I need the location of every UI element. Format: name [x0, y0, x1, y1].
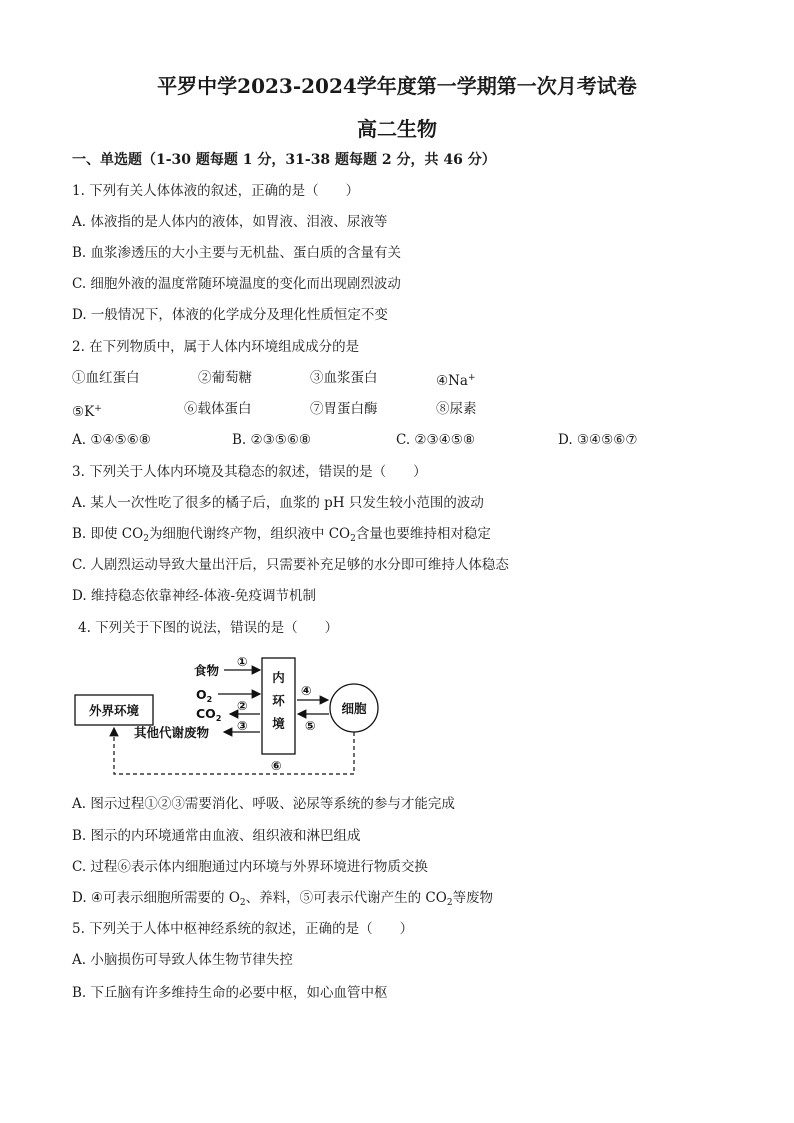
q2-item-5-text: ⑤K [72, 404, 95, 420]
food-label: 食物 [194, 663, 220, 678]
mark-2: ② [237, 698, 248, 713]
mark-5: ⑤ [305, 718, 316, 733]
inner-env-char-3: 境 [272, 716, 285, 731]
exam-subtitle: 高二生物 [357, 117, 437, 141]
q3-b-part2: 为细胞代谢终产物，组织液中 CO [148, 526, 351, 542]
inner-env-char-2: 环 [272, 693, 285, 708]
q3-option-b [72, 524, 491, 549]
q1-option-d: D. 一般情况下，体液的化学成分及理化性质恒定不变 [72, 307, 388, 323]
q2-item-4-charge: + [467, 373, 476, 383]
q2-option-b: B. ②③⑤⑥⑧ [232, 432, 312, 448]
o2-text: O [196, 687, 207, 702]
q2-item-2: ②葡萄糖 [198, 370, 252, 386]
q2-item-7: ⑦胃蛋白酶 [310, 401, 378, 417]
q4-d-part2: 、养料，⑤可表示代谢产生的 CO [245, 890, 447, 906]
mark-3: ③ [237, 718, 248, 733]
co2-label [196, 706, 221, 723]
q4-d-sub2: 2 [446, 898, 453, 908]
q3-b-part3: 含量也要维持相对稳定 [355, 526, 491, 542]
q3-option-d: D. 维持稳态依靠神经-体液-免疫调节机制 [72, 588, 317, 604]
q4-option-b: B. 图示的内环境通常由血液、组织液和淋巴组成 [72, 828, 361, 844]
co2-sub: 2 [215, 714, 222, 723]
q2-item-5 [72, 399, 102, 422]
q5-stem: 5. 下列关于人体中枢神经系统的叙述，正确的是（ ） [72, 921, 414, 937]
waste-label: 其他代谢废物 [134, 725, 210, 740]
exam-title: 平罗中学2023-2024学年度第一学期第一次月考试卷 [157, 74, 637, 98]
q4-option-d [72, 888, 493, 913]
o2-sub: 2 [206, 695, 213, 704]
q2-item-8: ⑧尿素 [436, 401, 477, 417]
q4-d-part3: 等废物 [452, 890, 494, 906]
q3-option-c: C. 人剧烈运动导致大量出汗后，只需要补充足够的水分即可维持人体稳态 [72, 557, 509, 573]
q3-b-sub1: 2 [143, 534, 149, 544]
q3-b-sub2: 2 [350, 534, 356, 544]
section-heading: 一、单选题（1-30 题每题 1 分，31-38 题每题 2 分，共 46 分） [72, 152, 496, 168]
q4-d-part1: D. ④可表示细胞所需要的 O [72, 890, 240, 906]
q2-option-d: D. ③④⑤⑥⑦ [558, 432, 638, 448]
mark-1: ① [237, 654, 248, 669]
inner-env-char-1: 内 [272, 670, 285, 685]
q4-option-c: C. 过程⑥表示体内细胞通过内环境与外界环境进行物质交换 [72, 859, 428, 875]
q1-option-c: C. 细胞外液的温度常随环境温度的变化而出现剧烈波动 [72, 276, 401, 292]
q2-item-4-text: ④Na [436, 373, 468, 389]
q2-stem: 2. 在下列物质中，属于人体内环境组成成分的是 [72, 339, 360, 355]
q1-option-a: A. 体液指的是人体内的液体，如胃液、泪液、尿液等 [72, 214, 388, 230]
cell-label: 细胞 [341, 701, 367, 716]
q3-stem: 3. 下列关于人体内环境及其稳态的叙述，错误的是（ ） [72, 464, 427, 480]
outer-environment-label: 外界环境 [88, 703, 140, 718]
internal-environment-diagram [72, 648, 402, 788]
mark-6: ⑥ [271, 758, 282, 773]
q4-option-a: A. 图示过程①②③需要消化、呼吸、泌尿等系统的参与才能完成 [72, 796, 455, 812]
q3-option-a: A. 某人一次性吃了很多的橘子后，血浆的 pH 只发生较小范围的波动 [72, 495, 484, 511]
o2-label [196, 687, 212, 704]
q5-option-b: B. 下丘脑有许多维持生命的必要中枢，如心血管中枢 [72, 985, 388, 1001]
q2-item-4 [436, 368, 476, 391]
q4-d-sub1: 2 [239, 898, 246, 908]
q2-option-c: C. ②③④⑤⑧ [396, 432, 475, 448]
q2-item-5-charge: + [94, 404, 102, 414]
q1-option-b: B. 血浆渗透压的大小主要与无机盐、蛋白质的含量有关 [72, 245, 402, 261]
q2-option-a: A. ①④⑤⑥⑧ [72, 432, 151, 448]
q2-item-3: ③血浆蛋白 [310, 370, 378, 386]
q5-option-a: A. 小脑损伤可导致人体生物节律失控 [72, 952, 293, 968]
q4-stem: 4. 下列关于下图的说法，错误的是（ ） [78, 620, 339, 636]
q3-b-part1: B. 即使 CO [72, 526, 144, 542]
co2-text: CO [196, 706, 216, 721]
mark-4: ④ [301, 683, 312, 698]
q2-item-6: ⑥载体蛋白 [184, 401, 252, 417]
q2-item-1: ①血红蛋白 [72, 370, 140, 386]
q1-stem: 1. 下列有关人体体液的叙述，正确的是（ ） [72, 183, 360, 199]
